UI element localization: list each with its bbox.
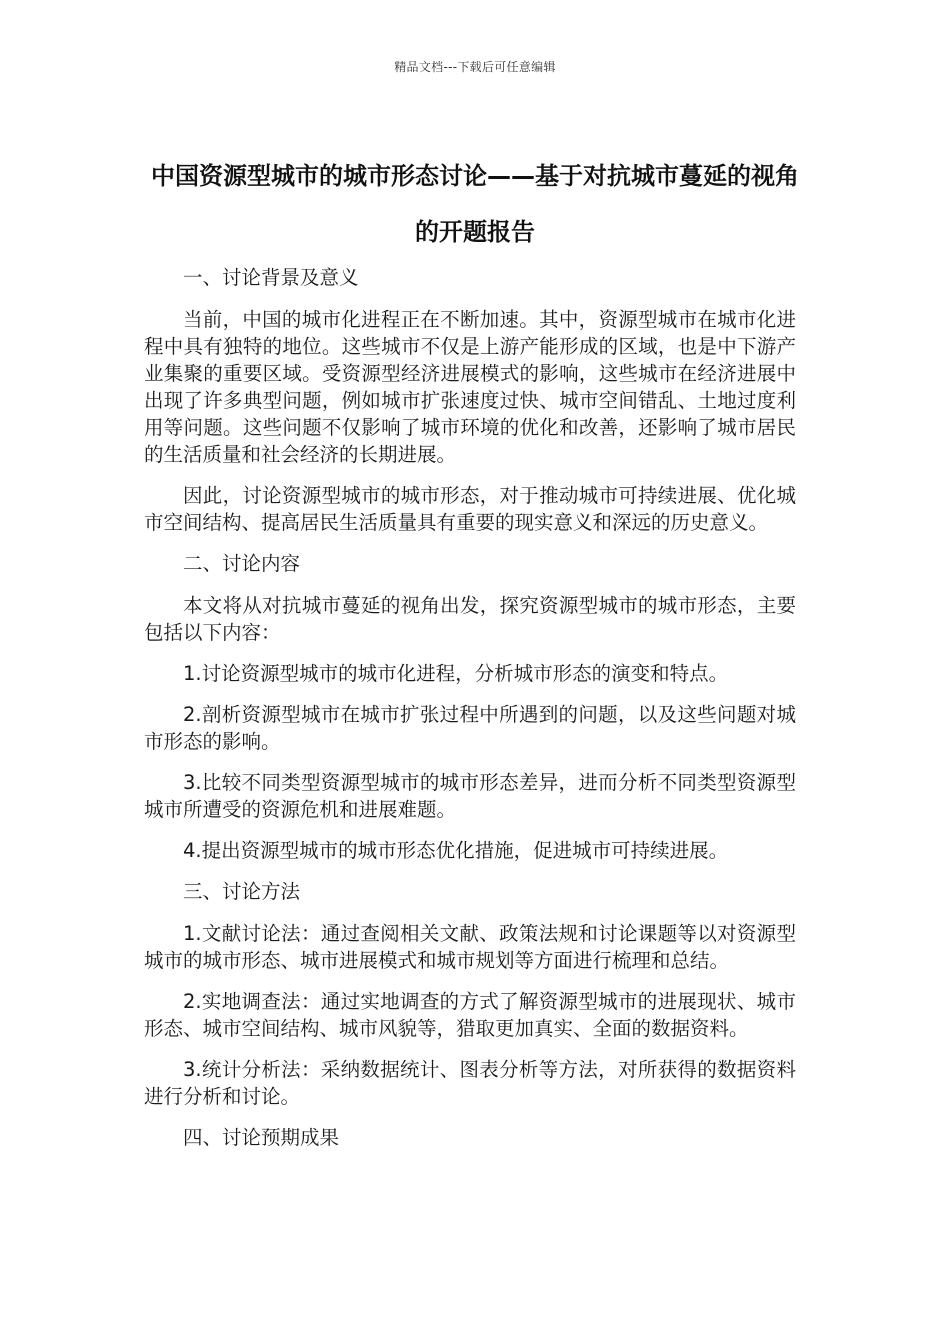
page-header-note: 精品文档---下载后可任意编辑 — [394, 60, 556, 74]
section-heading-content: 二、讨论内容 — [183, 552, 301, 575]
section-heading-background: 一、讨论背景及意义 — [183, 266, 359, 289]
list-item: 3.比较不同类型资源型城市的城市形态差异，进而分析不同类型资源型城市所遭受的资源危机和进展难题。 — [144, 771, 796, 821]
section-heading-expected-results: 四、讨论预期成果 — [183, 1126, 340, 1149]
section-heading-methods: 三、讨论方法 — [183, 880, 301, 903]
list-item: 3.统计分析法：采纳数据统计、图表分析等方法，对所获得的数据资料进行分析和讨论。 — [144, 1058, 796, 1108]
document-body — [144, 264, 796, 1166]
paragraph-content-intro: 本文将从对抗城市蔓延的视角出发，探究资源型城市的城市形态，主要包括以下内容： — [144, 594, 796, 644]
paragraph-background-2: 因此，讨论资源型城市的城市形态，对于推动城市可持续进展、优化城市空间结构、提高居民生活质量具有重要的现实意义和深远的历史意义。 — [144, 484, 796, 534]
list-item: 4.提出资源型城市的城市形态优化措施，促进城市可持续进展。 — [183, 839, 729, 862]
list-item: 1.文献讨论法：通过查阅相关文献、政策法规和讨论课题等以对资源型城市的城市形态、城市进展模式和城市规划等方面进行梳理和总结。 — [144, 922, 796, 972]
paragraph-background-1: 当前，中国的城市化进程正在不断加速。其中，资源型城市在城市化进程中具有独特的地位。这些城市不仅是上游产能形成的区域，也是中下游产业集聚的重要区域。受资源型经济进展模式的影响，这些城市在经济进展中出现了许多典型问题，例如城市扩张速度过快、城市空间错乱、土地过度利用等问题。这些问题不仅影响了城市环境的优化和改善，还影响了城市居民的生活质量和社会经济的长期进展。 — [144, 308, 796, 466]
list-item: 2.剖析资源型城市在城市扩张过程中所遇到的问题，以及这些问题对城市形态的影响。 — [144, 703, 796, 753]
document-title: 中国资源型城市的城市形态讨论——基于对抗城市蔓延的视角的开题报告 — [151, 162, 799, 247]
list-item: 2.实地调查法：通过实地调查的方式了解资源型城市的进展现状、城市形态、城市空间结构、城市风貌等，猎取更加真实、全面的数据资料。 — [144, 990, 796, 1040]
list-item: 1.讨论资源型城市的城市化进程，分析城市形态的演变和特点。 — [183, 662, 729, 685]
